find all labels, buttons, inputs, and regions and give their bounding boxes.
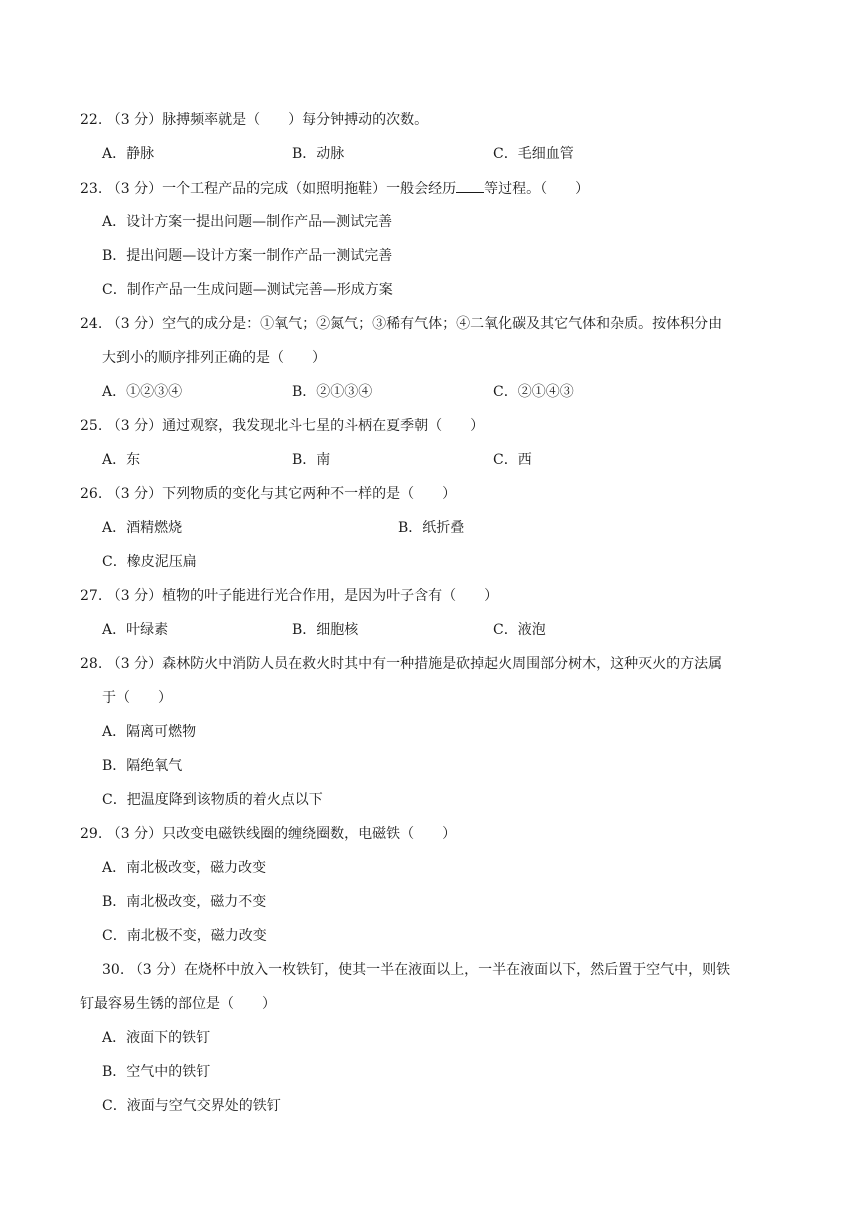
question-score: （3 分） — [106, 418, 163, 434]
option-a: A．酒精燃烧 — [102, 520, 183, 536]
option-a: A．设计方案一提出问题—制作产品—测试完善 — [102, 214, 393, 230]
option-b: B．②①③④ — [292, 384, 373, 400]
question-stem: 脉搏频率就是（ ）每分钟搏动的次数。 — [162, 112, 429, 128]
question-25 — [80, 416, 484, 436]
question-stem-continued: 钉最容易生锈的部位是（ ） — [80, 996, 276, 1012]
question-30 — [102, 960, 730, 980]
question-stem-continued: 于（ ） — [102, 690, 172, 706]
option-a: A．静脉 — [102, 146, 155, 162]
question-23 — [80, 178, 589, 199]
option-a: A．叶绿素 — [102, 622, 169, 638]
option-a: A．①②③④ — [102, 384, 183, 400]
answer-blank — [456, 178, 484, 193]
question-22 — [80, 110, 428, 130]
question-score: （3 分） — [106, 181, 163, 197]
option-c: C．西 — [493, 452, 532, 468]
option-c: C．液泡 — [493, 622, 546, 638]
question-stem: 在烧杯中放入一枚铁钉，使其一半在液面以上，一半在液面以下，然后置于空气中，则铁 — [184, 962, 731, 978]
option-b: B．空气中的铁钉 — [102, 1064, 211, 1080]
question-number: 29. — [80, 826, 103, 842]
question-number: 22. — [80, 112, 103, 128]
option-b: B．纸折叠 — [398, 520, 465, 536]
option-b: B．南 — [292, 452, 331, 468]
question-score: （3 分） — [106, 112, 163, 128]
question-number: 28. — [80, 656, 103, 672]
option-b: B．隔绝氧气 — [102, 758, 183, 774]
question-score: （3 分） — [106, 656, 163, 672]
option-c: C．南北极不变，磁力改变 — [102, 928, 267, 944]
question-stem: 下列物质的变化与其它两种不一样的是（ ） — [162, 486, 457, 502]
question-stem: 空气的成分是：①氧气；②氮气；③稀有气体；④二氧化碳及其它气体和杂质。按体积分由 — [162, 316, 723, 332]
question-score: （3 分） — [106, 588, 163, 604]
question-number: 26. — [80, 486, 103, 502]
question-score: （3 分） — [106, 486, 163, 502]
question-stem: 通过观察，我发现北斗七星的斗柄在夏季朝（ ） — [162, 418, 485, 434]
question-score: （3 分） — [106, 826, 163, 842]
option-b: B．动脉 — [292, 146, 345, 162]
question-number: 24. — [80, 316, 103, 332]
option-a: A．液面下的铁钉 — [102, 1030, 211, 1046]
option-b: B．细胞核 — [292, 622, 359, 638]
question-stem: 一个工程产品的完成（如照明拖鞋）一般会经历 — [162, 181, 457, 197]
question-26 — [80, 484, 456, 504]
option-a: A．南北极改变，磁力改变 — [102, 860, 267, 876]
question-number: 27. — [80, 588, 103, 604]
question-number: 23. — [80, 181, 103, 197]
option-c: C．液面与空气交界处的铁钉 — [102, 1098, 281, 1114]
question-score: （3 分） — [128, 962, 185, 978]
option-c: C．制作产品一生成问题—测试完善—形成方案 — [102, 282, 393, 298]
question-24 — [80, 314, 722, 334]
option-a: A．隔离可燃物 — [102, 724, 197, 740]
option-c: C．把温度降到该物质的着火点以下 — [102, 792, 323, 808]
option-c: C．橡皮泥压扁 — [102, 554, 197, 570]
question-number: 25. — [80, 418, 103, 434]
question-28 — [80, 654, 722, 674]
question-stem: 只改变电磁铁线圈的缠绕圈数，电磁铁（ ） — [162, 826, 457, 842]
option-b: B．提出问题—设计方案一制作产品一测试完善 — [102, 248, 393, 264]
question-number: 30. — [102, 962, 125, 978]
question-stem-end: 等过程。（ ） — [484, 181, 590, 197]
option-c: C．②①④③ — [493, 384, 574, 400]
question-27 — [80, 586, 498, 606]
question-29 — [80, 824, 456, 844]
option-b: B．南北极改变，磁力不变 — [102, 894, 267, 910]
option-a: A．东 — [102, 452, 141, 468]
question-stem-continued: 大到小的顺序排列正确的是（ ） — [102, 350, 326, 366]
question-score: （3 分） — [106, 316, 163, 332]
question-stem: 植物的叶子能进行光合作用，是因为叶子含有（ ） — [162, 588, 499, 604]
option-c: C．毛细血管 — [493, 146, 574, 162]
question-stem: 森林防火中消防人员在救火时其中有一种措施是砍掉起火周围部分树木，这种灭火的方法属 — [162, 656, 723, 672]
